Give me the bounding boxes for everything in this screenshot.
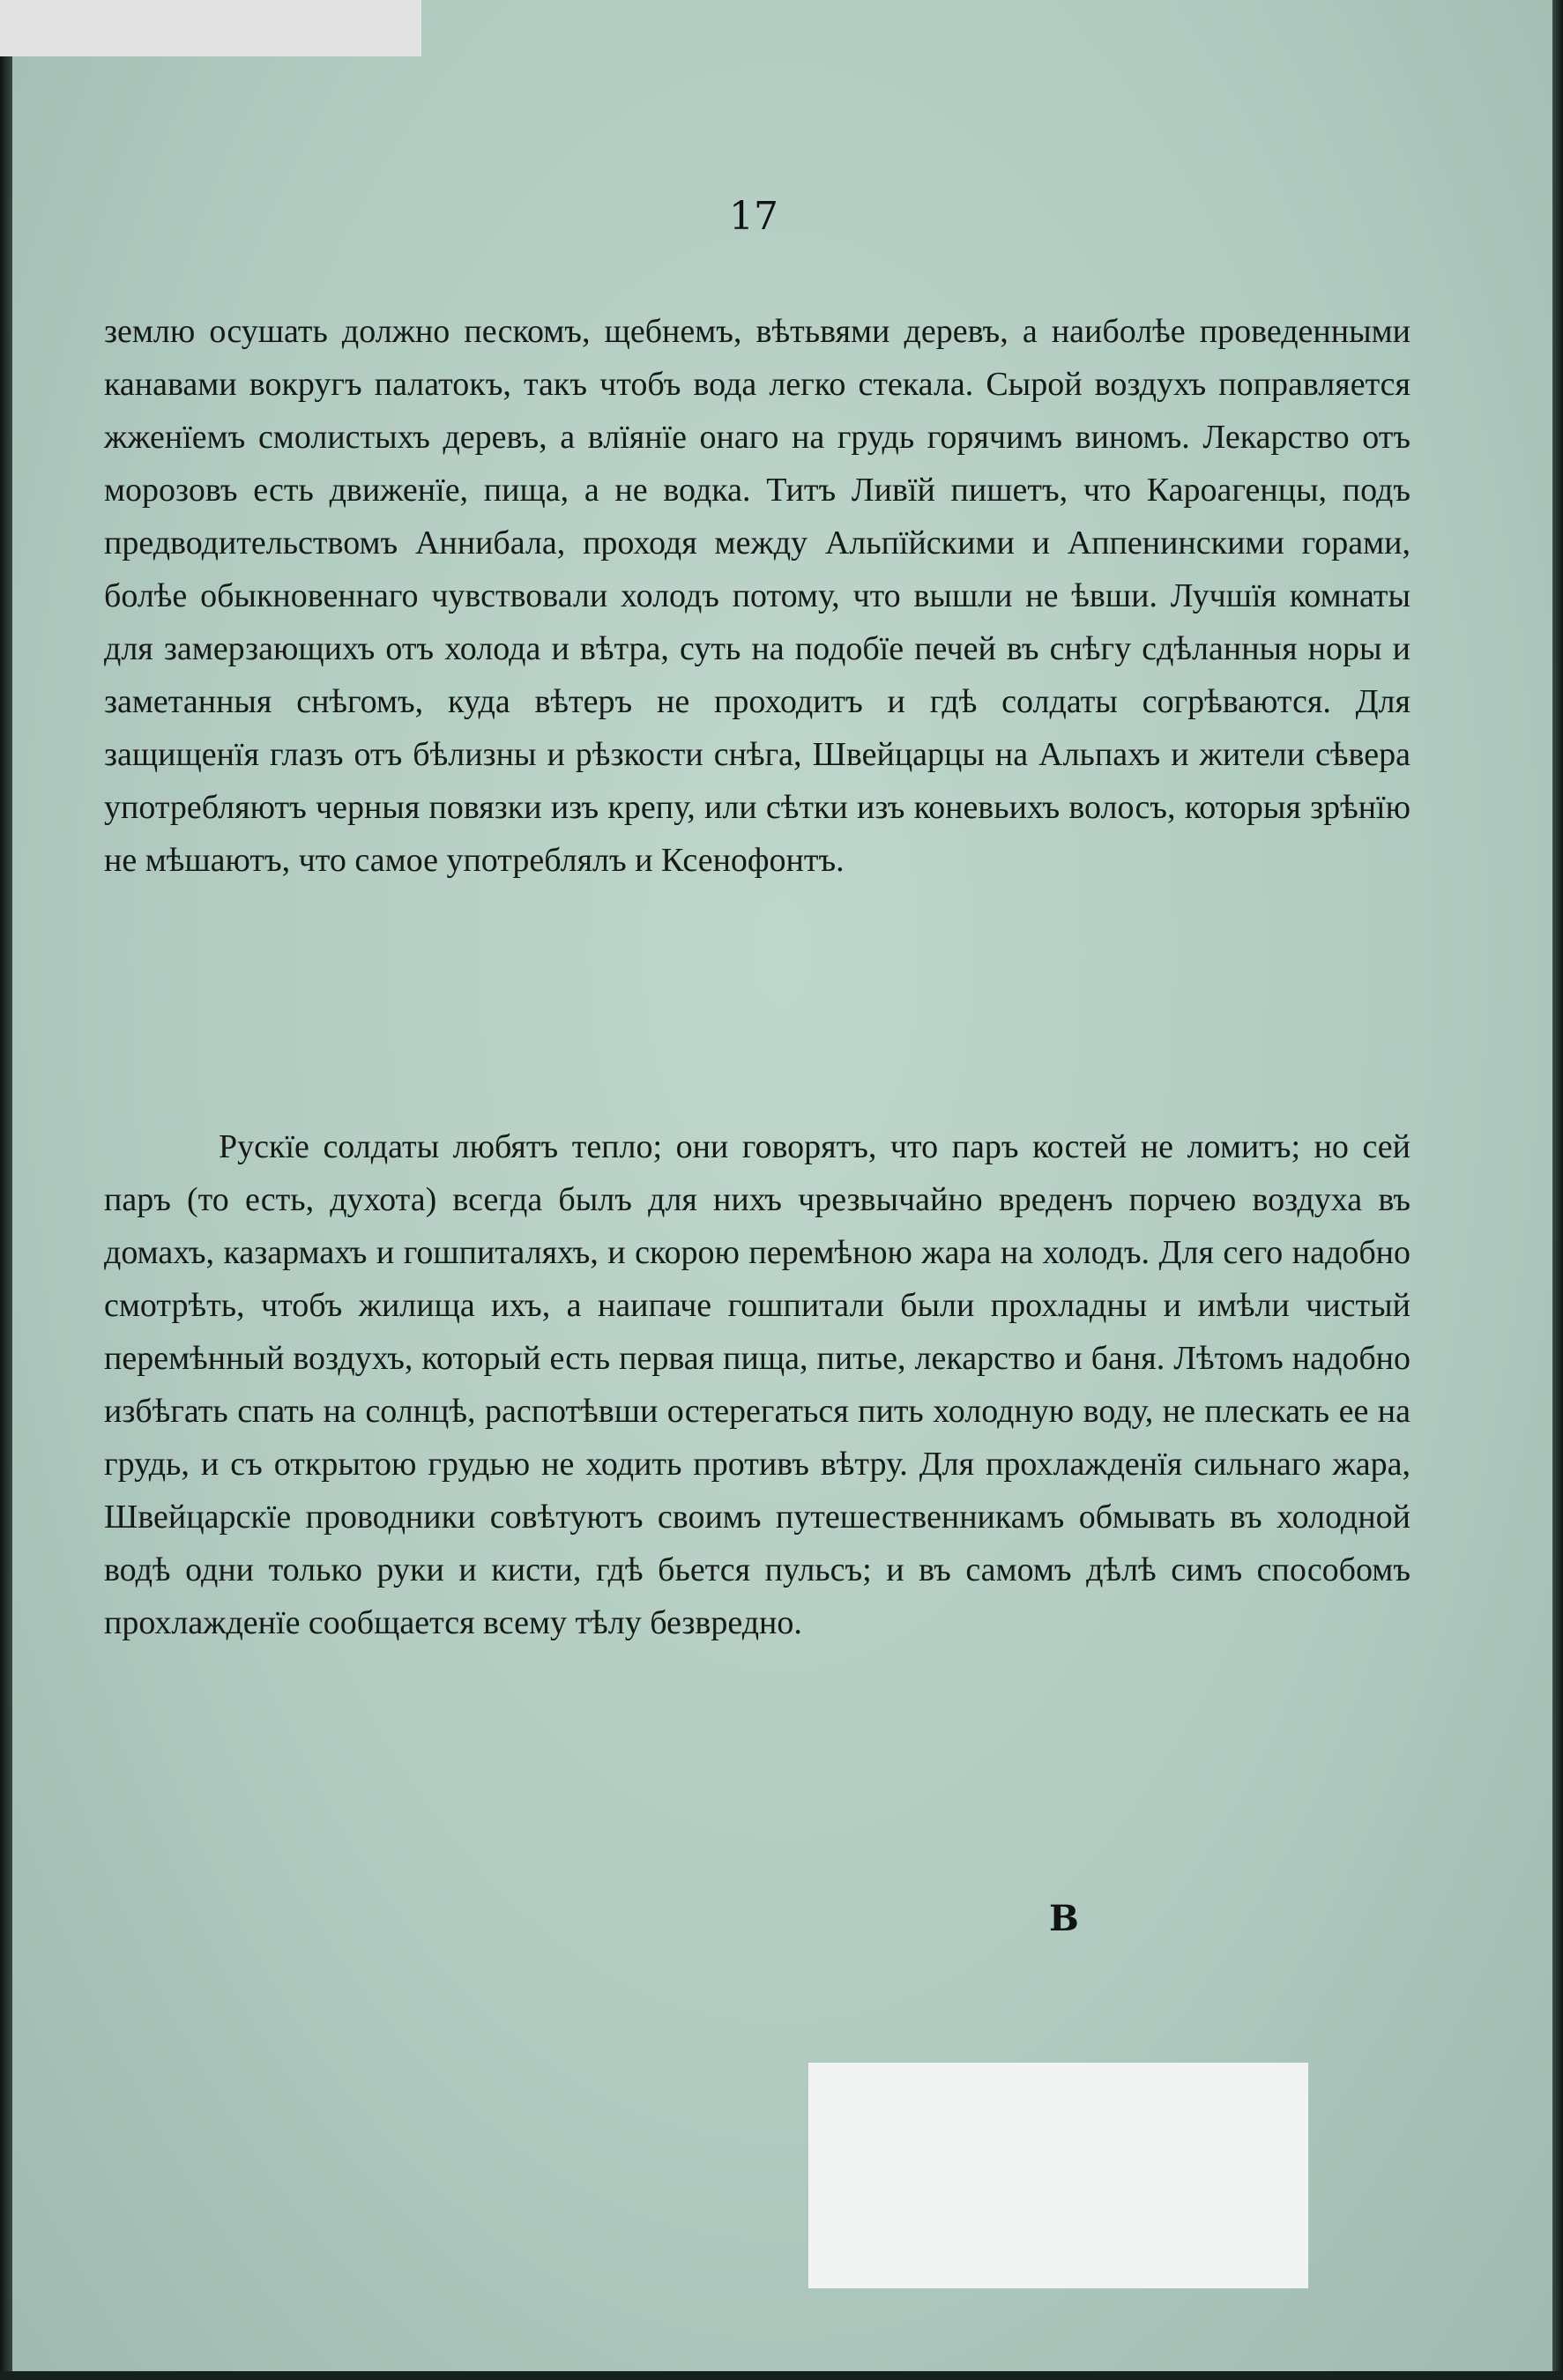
page-number: 17: [729, 194, 778, 239]
scan-edge-left: [0, 0, 12, 2380]
paragraph-2: Рускїе солдаты любятъ тепло; они говорятъ, что паръ костей не ломитъ; но сей паръ (то есть, духота) всегда былъ для нихъ чрезвычайно вреденъ порчею воздуха въ домахъ, казармахъ и гошпиталяхъ, и скорою перемѣною жара на холодъ. Для сего надобно смотрѣть, чтобъ жилища ихъ, а наипаче гошпитали были прохладны и имѣли чистый перемѣнный воздухъ, который есть первая пища, питье, лекарство и баня. Лѣтомъ надобно избѣгать спать на солнцѣ, распотѣвши остерегаться пить холодную воду, не плескать ее на грудь, и съ открытою грудью не ходить противъ вѣтру. Для прохлажденїя сильнаго жара, Швейцарскїе проводники совѣтуютъ своимъ путешественникамъ обмывать въ холодной водѣ одни только руки и кисти, гдѣ бьется пульсъ; и въ самомъ дѣлѣ симъ способомъ прохлажденїе сообщается всему тѣлу безвредно.: [104, 1128, 1410, 1641]
paragraph-2-container: [104, 1120, 1410, 1649]
scan-edge-right: [1552, 0, 1563, 2380]
blank-patch: [808, 2063, 1308, 2288]
corner-patch: [0, 0, 421, 56]
catchword: В: [1049, 1898, 1079, 1939]
paragraph-1: землю осушать должно пескомъ, щебнемъ, вѣтьвями деревъ, а наиболѣе проведенными канавами вокругъ палатокъ, такъ чтобъ вода легко стекала. Сырой воздухъ поправляется жженїемъ смолистыхъ деревъ, а влїянїе онаго на грудь горячимъ виномъ. Лекарство отъ морозовъ есть движенїе, пища, а не водка. Титъ Ливїй пишетъ, что Кароагенцы, подъ предводительствомъ Аннибала, проходя между Альпїйскими и Аппенинскими горами, болѣе обыкновеннаго чувствовали холодъ потому, что вышли не ѣвши. Лучшїя комнаты для замерзающихъ отъ холода и вѣтра, суть на подобїе печей въ снѣгу сдѣланныя норы и заметанныя снѣгомъ, куда вѣтеръ не проходитъ и гдѣ солдаты согрѣваются. Для защищенїя глазъ отъ бѣлизны и рѣзкости снѣга, Швейцарцы на Альпахъ и жители сѣвера употребляютъ черныя повязки изъ крепу, или сѣтки изъ коневьихъ волосъ, которыя зрѣнїю не мѣшаютъ, что самое употреблялъ и Ксенофонтъ.: [104, 313, 1410, 879]
scan-edge-bottom: [0, 2371, 1563, 2380]
